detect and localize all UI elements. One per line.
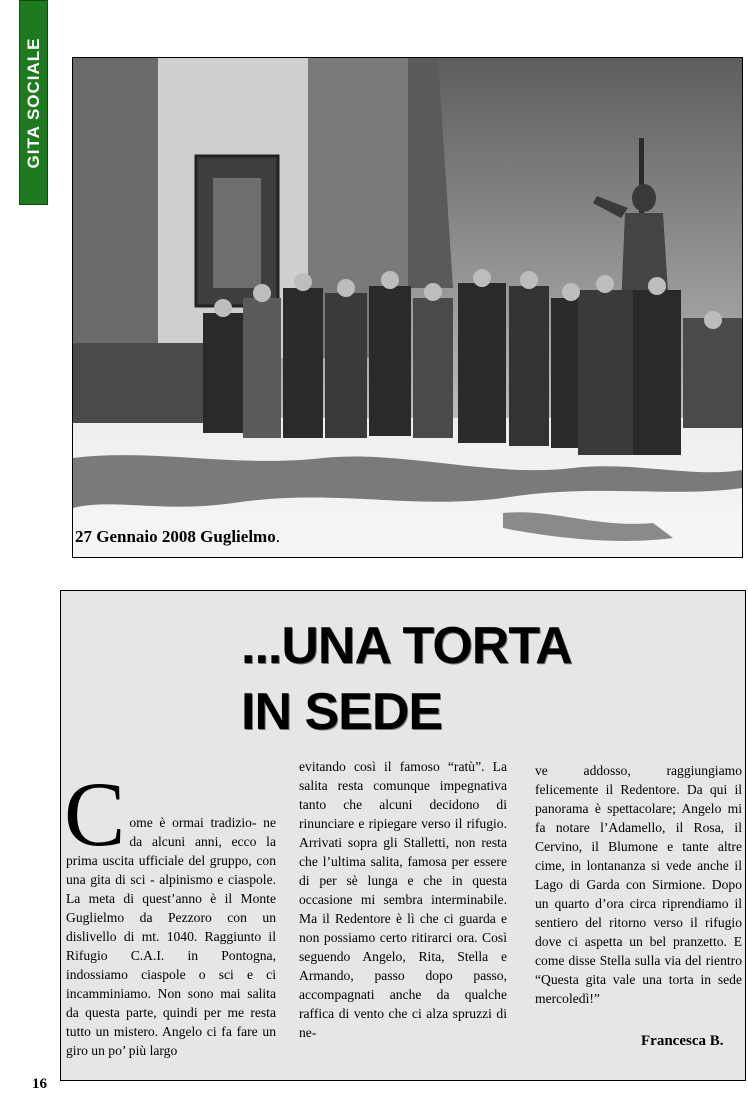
photo-caption — [75, 527, 280, 547]
article-box — [60, 590, 746, 1081]
drop-cap: C — [64, 763, 126, 865]
section-label: GITA SOCIALE — [23, 37, 43, 168]
column-1-text: ome è ormai tradizio- ne da alcuni anni, ecco la prima uscita ufficiale del gruppo, con una gita di sci - alpinismo e ciaspole. La meta di quest’anno è il Monte Guglielmo da Pezzoro con un dislivello di mt. 1040. Raggiunto il Rifugio C.A.I. in Pontogna, indossiamo ciaspole o sci e ci incamminiamo. Non sono mai salita da questa parte, quindi per me resta tutto un mistero. Angelo ci fa fare un giro un po’ più largo — [66, 815, 276, 1058]
photo-frame — [72, 57, 743, 558]
article-column-3: ve addosso, raggiungiamo felicemente il Redentore. Da qui il panorama è spettacolare; Angelo mi fa notare l’Adamello, il Rosa, il Cervino, il Blumone e tante altre cime, in lontananza si vede anche il Lago di Garda con Sirmione. Dopo un quarto d’ora circa riprendiamo il sentiero del ritorno verso il rifugio dove ci aspetta un bel pranzetto. E come disse Stella sulla via del rientro “Questa gita vale una torta in sede mercoledì!” — [535, 763, 742, 1006]
group-photo — [73, 58, 742, 557]
caption-tail: . — [275, 527, 280, 546]
page-number: 16 — [32, 1076, 47, 1092]
headline-line-1: ...UNA TORTA — [241, 617, 572, 675]
caption-date: 27 Gennaio 2008 Guglielmo — [75, 527, 276, 546]
article-column-1 — [64, 763, 276, 1060]
article-column-2: evitando così il famoso “ratù”. La salita resta comunque impegnativa tanto che alcuni decidono di rinunciare e ripiegare verso il rifugio. Arrivati sopra gli Stalletti, non resta che l’ultima salita, famosa per essere di per sè lunga e che in questa occasione mi sembra interminabile. Ma il Redentore è lì che ci guarda e non possiamo certo ritirarci ora. Così seguendo Angelo, Rita, Stella e Armando, passo dopo passo, accompagnati anche da qualche raffica di vento che ci alza spruzzi di ne- — [299, 759, 507, 1040]
section-tab — [19, 0, 48, 205]
article-author: Francesca B. — [641, 1033, 724, 1049]
article-headline — [241, 613, 572, 745]
headline-line-2: IN SEDE — [241, 683, 443, 741]
